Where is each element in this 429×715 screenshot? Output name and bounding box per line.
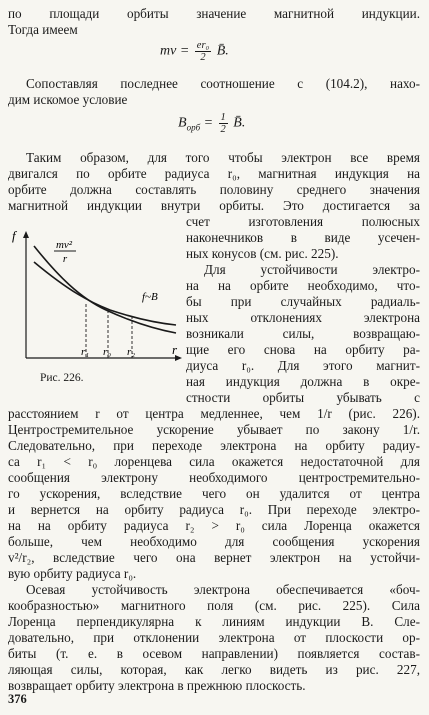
- curve2-label: f~B: [142, 291, 158, 303]
- eq-lhs: B: [178, 115, 187, 131]
- text-line: биты (т. е. в осевом направлении) появляется состав-: [8, 646, 420, 661]
- text-line: ных отклонениях электрона: [186, 310, 420, 325]
- text-line: стности орбиты убывать с: [186, 390, 420, 405]
- text-line: расстоянием r от центра медленнее, чем 1/r (рис. 226).: [8, 406, 420, 421]
- text-line: довательно, при отклонении электрона от плоскости ор-: [8, 630, 420, 645]
- page-number: 376: [8, 692, 27, 706]
- text-line: по площади орбиты значение магнитной индукции.: [8, 6, 420, 21]
- text-line: Следовательно, при переходе электрона на орбиту радиу-: [8, 438, 420, 453]
- eq-denominator: 2: [200, 52, 206, 63]
- text-line: го ускорения, вследствие чего он удалится от центра: [8, 486, 420, 501]
- text-line: щие его снова на орбиту ра-: [186, 342, 420, 357]
- eq-equals: =: [203, 115, 214, 131]
- eq-subscript: орб: [186, 122, 201, 133]
- text-line: Центростремительное ускорение убывает по закону 1/r.: [8, 422, 420, 437]
- text-line: возвращает орбиту электрона в прежнюю плоскость.: [8, 678, 306, 693]
- text-line: ных конусов (см. рис. 225).: [186, 246, 339, 261]
- eq-fraction: [219, 112, 228, 135]
- text-line: Тогда имеем: [8, 22, 78, 37]
- text-line: Осевая устойчивость электрона обеспечивается «боч-: [26, 582, 420, 597]
- text-line: диуса r₀. Для этого магнит-: [186, 358, 420, 373]
- text-line: на на орбиту радиуса r₂ > r₀ сила Лоренца окажется: [8, 518, 420, 533]
- text-line: на на орбите необходимо, что-: [186, 278, 420, 293]
- tick-r0: r₀: [103, 346, 112, 358]
- text-line: наконечников в виде усечен-: [186, 230, 420, 245]
- y-axis-label: f: [12, 228, 16, 243]
- text-line: Таким образом, для того чтобы электрон все время: [26, 150, 420, 165]
- text-line: возникали силы, возвращаю-: [186, 326, 420, 341]
- x-axis-label: r: [172, 342, 178, 357]
- text-line: орбите должна составлять половину среднего значения: [8, 182, 420, 197]
- eq-numerator: er₀: [196, 40, 210, 51]
- text-line: са r₁ < r₀ лоренцева сила окажется недостаточной для: [8, 454, 420, 469]
- eq-denominator: 2: [220, 124, 226, 135]
- tick-r1: r₁: [81, 346, 90, 358]
- text-line: и вернется на орбиту радиуса r₀. При переходе электро-: [8, 502, 420, 517]
- text-line: сообщения электрону необходимого центростремительно-: [8, 470, 420, 485]
- text-line: больше, чем необходимо для сообщения ускорения: [8, 534, 420, 549]
- text-line: Сопоставляя последнее соотношение с (104.2), нахо-: [26, 76, 420, 91]
- text-line: бы при случайных радиаль-: [186, 294, 420, 309]
- eq-rhs: B̄.: [216, 43, 229, 59]
- eq-rhs: B̄.: [233, 115, 246, 131]
- curve1-label-num: mv²: [55, 239, 73, 251]
- eq-fraction: [195, 40, 211, 63]
- eq-lhs: mv =: [160, 43, 190, 59]
- text-line: ная индукция должна в окре-: [186, 374, 420, 389]
- text-line: Лоренца перпендикулярна к линиям индукции B. Сле-: [8, 614, 420, 629]
- figure-caption: Рис. 226.: [40, 372, 84, 384]
- text-line: счет изготовления полюсных: [186, 214, 420, 229]
- curve1-label-den: r: [62, 253, 68, 265]
- figure-226: [6, 228, 186, 368]
- text-line: v²/r₂, вследствие чего она вернет электрон на устойчи-: [8, 550, 420, 565]
- centripetal-curve: [34, 246, 176, 333]
- eq-numerator: 1: [220, 112, 226, 123]
- text-line: Для устойчивости электро-: [204, 262, 420, 277]
- text-line: вую орбиту радиуса r₀.: [8, 566, 137, 581]
- text-line: магнитной индукции внутри орбиты. Это достигается за: [8, 198, 420, 213]
- text-line: дим искомое условие: [8, 92, 128, 107]
- y-axis-arrow: [23, 231, 29, 238]
- text-line: двигался по орбите радиуса r₀, магнитная индукция на: [8, 166, 420, 181]
- tick-r2: r₂: [127, 346, 136, 358]
- equation-borb: [178, 112, 245, 136]
- equation-mv: [160, 40, 229, 63]
- text-line: ляющая силы, которая, как легко видеть из рис. 227,: [8, 662, 420, 677]
- text-line: кообразностью» магнитного поля (см. рис. 225). Сила: [8, 598, 420, 613]
